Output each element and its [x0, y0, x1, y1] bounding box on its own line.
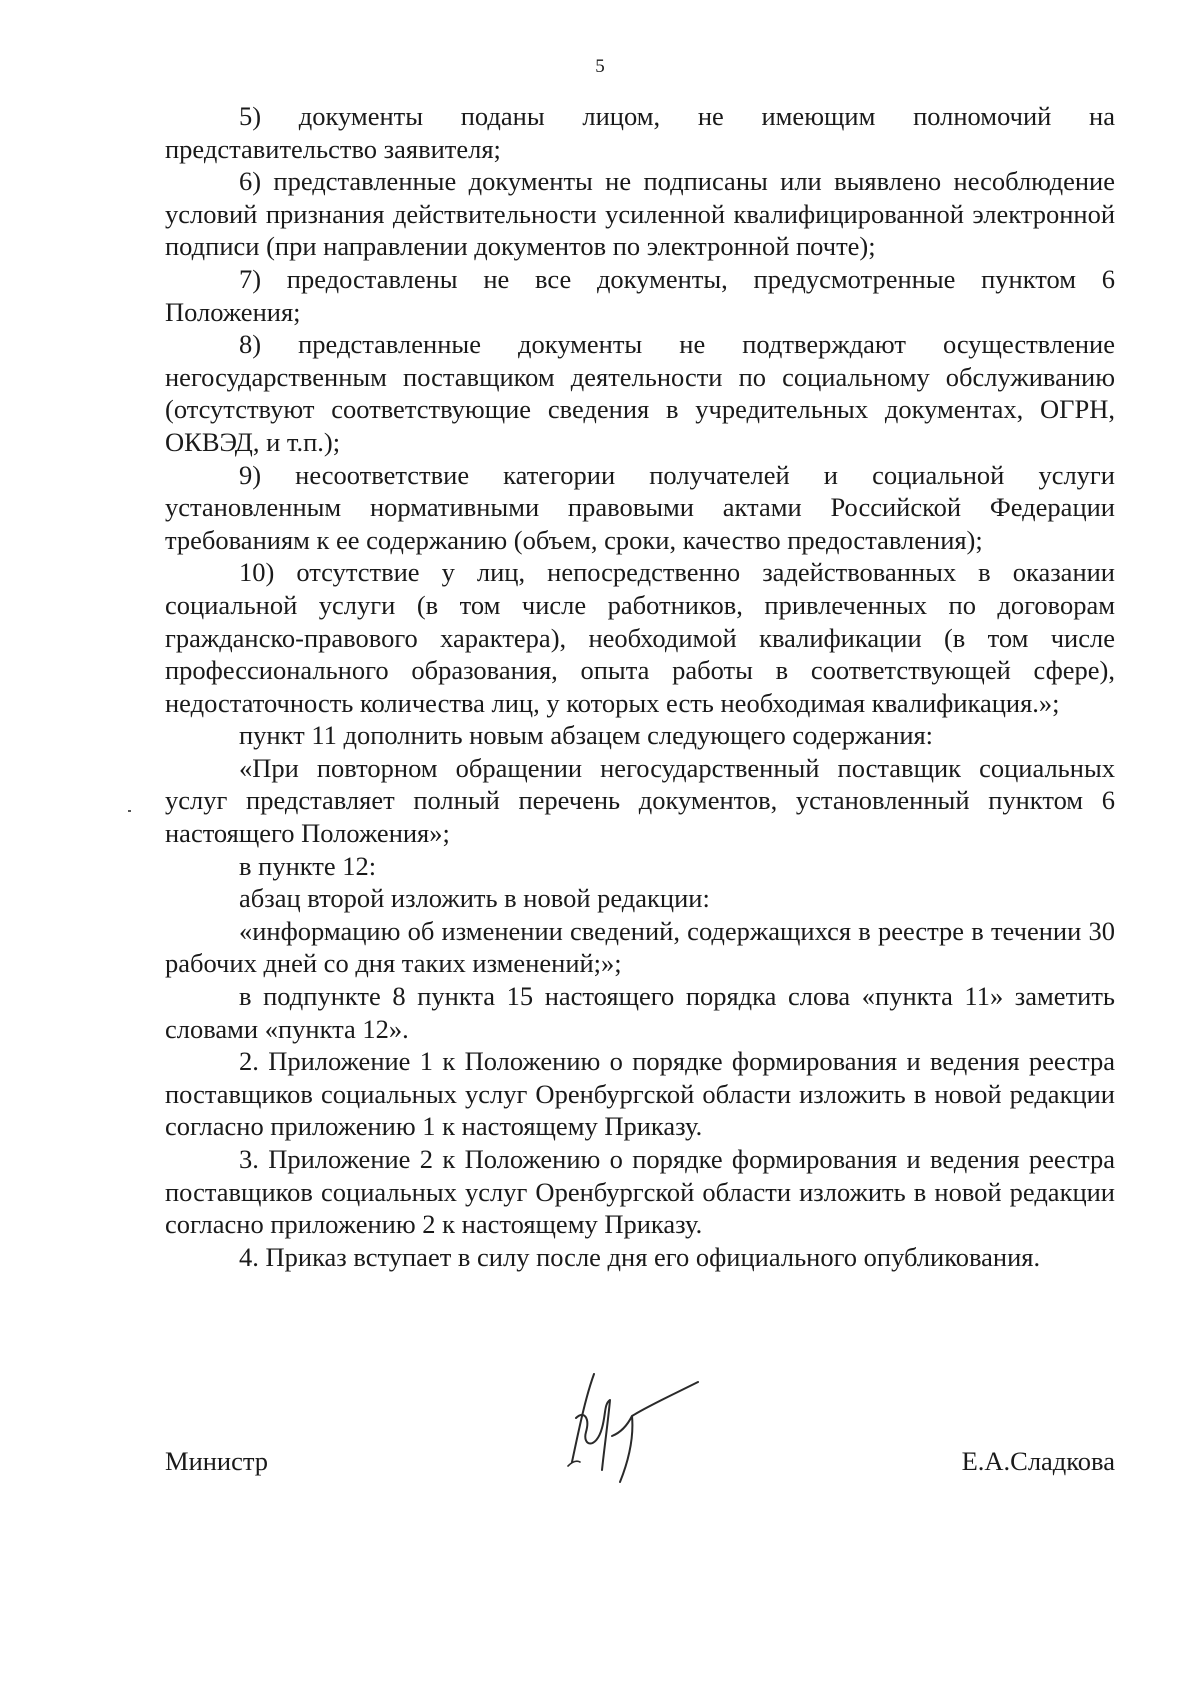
- paragraph-clause-12-intro: в пункте 12:: [239, 850, 377, 881]
- paragraph-clause-15: в подпункте 8 пункта 15 настоящего порядка слова «пункта 11» заметить словами «пункта 12».: [165, 981, 1115, 1044]
- signature-block: [165, 1410, 1115, 1540]
- signatory-name: Е.А.Сладкова: [961, 1446, 1115, 1476]
- paragraph-point-3: 3. Приложение 2 к Положению о порядке формирования и ведения реестра поставщиков социальных услуг Оренбургской области изложить в новой редакции согласно приложению 2 к настоящему Приказу.: [165, 1144, 1115, 1240]
- paragraph-clause-12-text: «информацию об изменении сведений, содержащихся в реестре в течении 30 рабочих дней со дня таких изменений;»;: [165, 915, 1115, 979]
- handwritten-signature: [550, 1366, 700, 1486]
- paragraph-clause-11-intro: пункт 11 дополнить новым абзацем следующего содержания:: [239, 720, 934, 751]
- paragraph-clause-12-abzac: абзац второй изложить в новой редакции:: [239, 883, 710, 914]
- paragraph-item-9: 9) несоответствие категории получателей и социальной услуги установленным нормативными правовыми актами Российской Федерации требованиям к ее содержанию (объем, сроки, качество предоставления);: [165, 459, 1115, 555]
- scan-speck: [128, 810, 131, 812]
- paragraph-item-6: 6) представленные документы не подписаны или выявлено несоблюдение условий признания действительности усиленной квалифицированной электронной подписи (при направлении документов по электронной почте);: [165, 166, 1115, 262]
- paragraph-item-10: 10) отсутствие у лиц, непосредственно задействованных в оказании социальной услуги (в том числе работников, привлеченных по договорам гражданско-правового характера), необходимой квалификации (в том числе профессионального образования, опыта работы в соответствующей сфере), недостаточность количества лиц, у которых есть необходимая квалификация.»;: [165, 557, 1115, 718]
- paragraph-point-4: 4. Приказ вступает в силу после дня его официального опубликования.: [239, 1241, 1041, 1272]
- page-number: 5: [595, 56, 605, 77]
- signatory-title: Министр: [165, 1446, 269, 1476]
- paragraph-item-7: 7) предоставлены не все документы, предусмотренные пунктом 6 Положения;: [165, 263, 1115, 327]
- document-body: [165, 100, 1115, 1273]
- paragraph-item-8: 8) представленные документы не подтверждают осуществление негосударственным поставщиком деятельности по социальному обслуживанию (отсутствуют соответствующие сведения в учредительных документах, ОГРН, ОКВЭД, и т.п.);: [165, 329, 1115, 457]
- paragraph-item-5: 5) документы поданы лицом, не имеющим полномочий на представительство заявителя;: [165, 101, 1115, 164]
- paragraph-clause-11-text: «При повторном обращении негосударственный поставщик социальных услуг представляет полный перечень документов, установленный пунктом 6 настоящего Положения»;: [165, 752, 1115, 849]
- paragraph-point-2: 2. Приложение 1 к Положению о порядке формирования и ведения реестра поставщиков социальных услуг Оренбургской области изложить в новой редакции согласно приложению 1 к настоящему Приказу.: [165, 1046, 1115, 1142]
